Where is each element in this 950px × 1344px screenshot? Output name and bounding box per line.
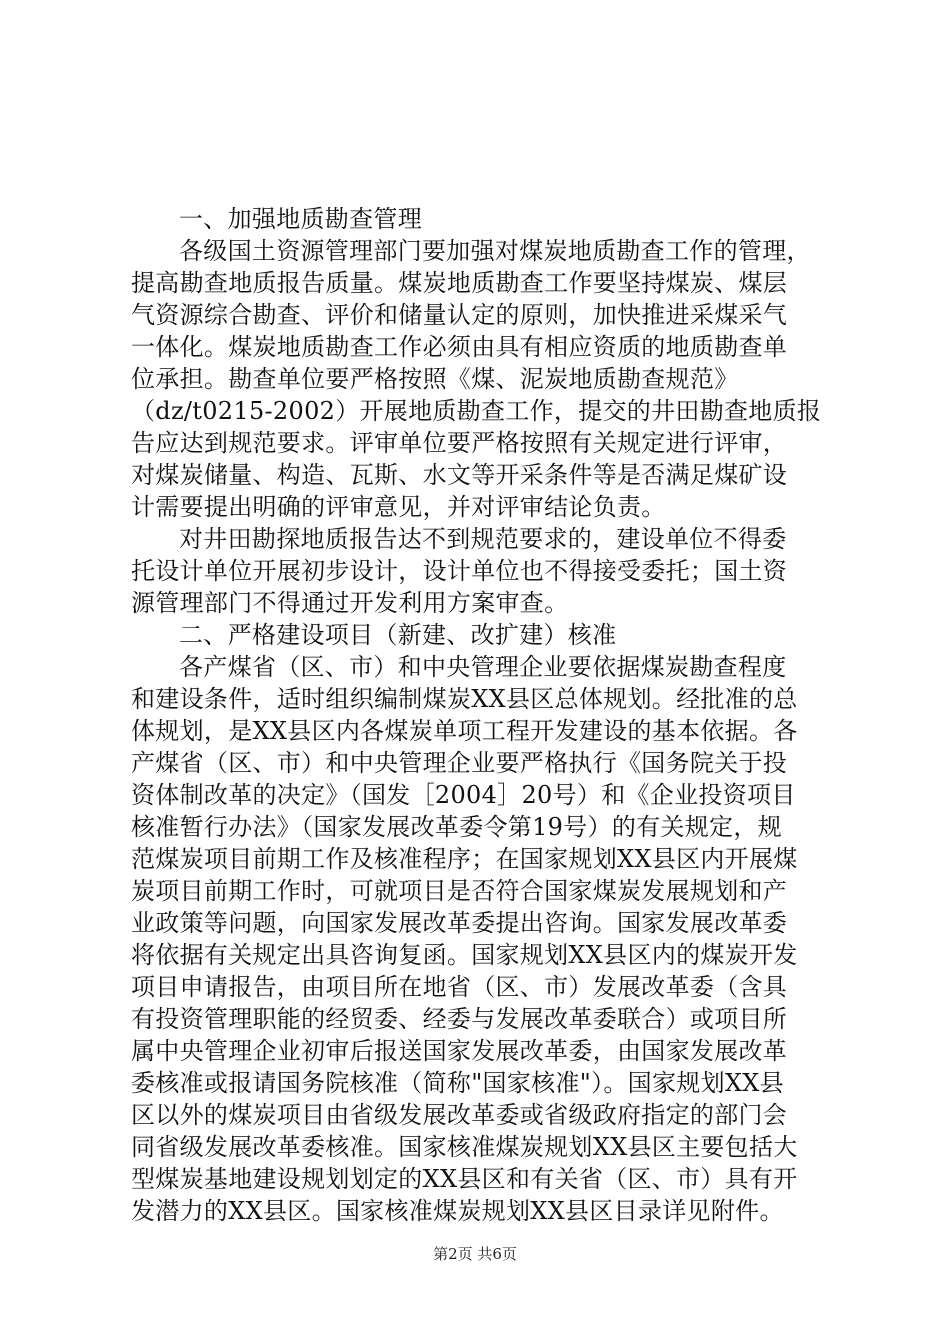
text-line: 业政策等问题，向国家发展改革委提出咨询。国家发展改革委: [131, 909, 788, 937]
text-line: 将依据有关规定出具咨询复函。国家规划XX县区内的煤炭开发: [131, 941, 798, 969]
text-line: 核准暂行办法》（国家发展改革委令第19号）的有关规定，规: [131, 813, 782, 841]
text-line: 区以外的煤炭项目由省级发展改革委或省级政府指定的部门会: [131, 1101, 788, 1129]
text-line: 一体化。煤炭地质勘查工作必须由具有相应资质的地质勘查单: [131, 333, 788, 361]
text-line: 二、严格建设项目（新建、改扩建）核准: [179, 621, 617, 649]
text-line: 各产煤省（区、市）和中央管理企业要依据煤炭勘查程度: [179, 653, 787, 681]
text-line: 同省级发展改革委核准。国家核准煤炭规划XX县区主要包括大: [131, 1133, 798, 1161]
text-line: 体规划，是XX县区内各煤炭单项工程开发建设的基本依据。各: [131, 717, 798, 745]
text-line: 位承担。勘查单位要严格按照《煤、泥炭地质勘查规范》: [131, 365, 739, 393]
document-body: [131, 203, 831, 1227]
text-line: 对井田勘探地质报告达不到规范要求的，建设单位不得委: [179, 525, 787, 553]
text-line: 一、加强地质勘查管理: [179, 205, 422, 233]
text-line: 型煤炭基地建设规划划定的XX县区和有关省（区、市）具有开: [131, 1165, 798, 1193]
text-line: 资体制改革的决定》（国发［2004］20号）和《企业投资项目: [131, 781, 796, 809]
text-line: 提高勘查地质报告质量。煤炭地质勘查工作要坚持煤炭、煤层: [131, 269, 788, 297]
text-line: 告应达到规范要求。评审单位要严格按照有关规定进行评审，: [131, 429, 788, 457]
text-line: 托设计单位开展初步设计，设计单位也不得接受委托；国土资: [131, 557, 788, 585]
text-line: 项目申请报告，由项目所在地省（区、市）发展改革委（含具: [131, 973, 788, 1001]
text-line: 源管理部门不得通过开发利用方案审查。: [131, 589, 569, 617]
text-line: 委核准或报请国务院核准（简称"国家核准"）。国家规划XX县: [131, 1069, 784, 1097]
text-line: 属中央管理企业初审后报送国家发展改革委，由国家发展改革: [131, 1037, 788, 1065]
text-line: 计需要提出明确的评审意见，并对评审结论负责。: [131, 493, 666, 521]
text-line: （dz/t0215-2002）开展地质勘查工作，提交的井田勘查地质报: [131, 397, 822, 425]
page-number-footer: 第2页 共6页: [433, 1245, 517, 1263]
text-line: 范煤炭项目前期工作及核准程序；在国家规划XX县区内开展煤: [131, 845, 798, 873]
text-line: 产煤省（区、市）和中央管理企业要严格执行《国务院关于投: [131, 749, 788, 777]
text-line: 炭项目前期工作时，可就项目是否符合国家煤炭发展规划和产: [131, 877, 788, 905]
text-line: 各级国土资源管理部门要加强对煤炭地质勘查工作的管理，: [179, 237, 811, 265]
text-line: 发潜力的XX县区。国家核准煤炭规划XX县区目录详见附件。: [131, 1197, 784, 1225]
text-line: 有投资管理职能的经贸委、经委与发展改革委联合）或项目所: [131, 1005, 788, 1033]
text-line: 和建设条件，适时组织编制煤炭XX县区总体规划。经批准的总: [131, 685, 798, 713]
text-line: 对煤炭储量、构造、瓦斯、水文等开采条件等是否满足煤矿设: [131, 461, 788, 489]
text-line: 气资源综合勘查、评价和储量认定的原则，加快推进采煤采气: [131, 301, 788, 329]
